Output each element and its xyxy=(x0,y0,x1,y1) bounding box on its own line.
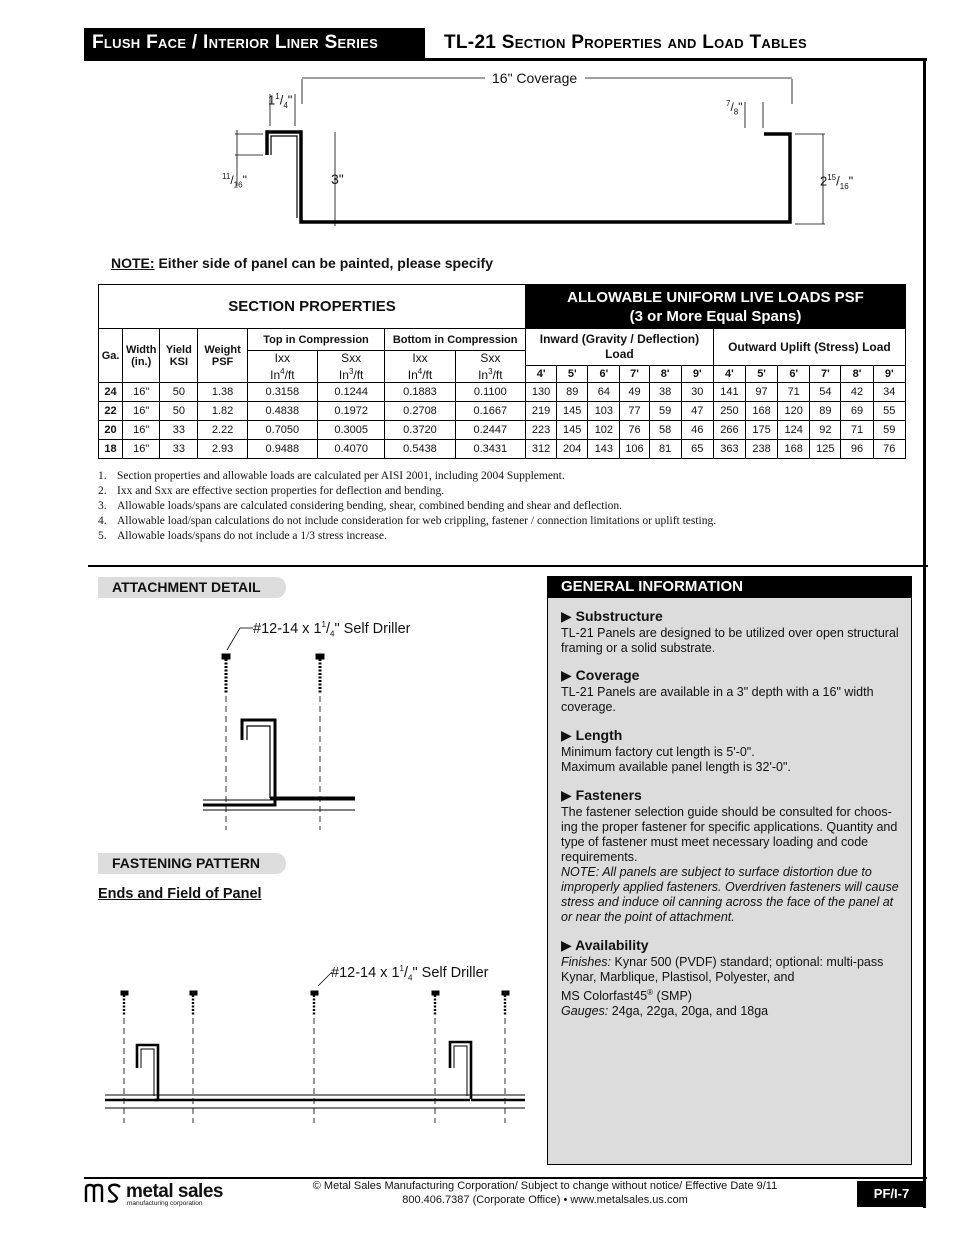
outward-span-header: 6' xyxy=(778,366,810,383)
right-height-label: $2^{15}/_{16}$" xyxy=(820,173,854,191)
outward-load-cell: 124 xyxy=(778,421,810,440)
weight-cell: 2.93 xyxy=(198,440,247,459)
inward-load-cell: 49 xyxy=(620,383,649,402)
driller-pre: #12-14 x 1 xyxy=(253,620,322,637)
yield-cell: 33 xyxy=(160,421,198,440)
ms-logo-icon xyxy=(84,1182,124,1204)
driller-num: 1 xyxy=(321,620,326,629)
col-bottom-compression: Bottom in Compression xyxy=(385,329,526,351)
left-flange-num: 11 xyxy=(222,172,231,181)
top-ixx-cell: 0.9488 xyxy=(247,440,317,459)
panel-profile-drawing xyxy=(215,64,865,244)
inward-load-cell: 46 xyxy=(681,421,713,440)
header-rule xyxy=(84,58,927,61)
outward-load-cell: 59 xyxy=(873,421,905,440)
top-sxx-unit: In$^3$/ft xyxy=(338,367,364,382)
attachment-driller-label: #12-14 x $1^1/_4$" Self Driller xyxy=(253,620,411,639)
bottom-ixx-cell: 0.1883 xyxy=(385,383,455,402)
outward-load-cell: 71 xyxy=(778,383,810,402)
bottom-ixx-cell: 0.3720 xyxy=(385,421,455,440)
footnote-text: Allowable load/span calculations do not include consideration for web crippling, fastener / connection limitations or uplift testing. xyxy=(117,515,717,527)
fast-driller-den: 4 xyxy=(408,973,413,983)
top-ixx-cell: 0.4838 xyxy=(247,402,317,421)
general-info-title: GENERAL INFORMATION xyxy=(547,576,912,598)
outward-load-cell: 55 xyxy=(873,402,905,421)
fastening-subtitle: Ends and Field of Panel xyxy=(98,886,262,902)
bottom-ixx-header xyxy=(385,351,455,383)
triangle-bullet-icon: ▶ xyxy=(561,608,576,624)
inward-span-header: 4' xyxy=(526,366,557,383)
bottom-sxx-unit: In$^3$/ft xyxy=(478,367,503,382)
triangle-bullet-icon: ▶ xyxy=(561,937,576,953)
inward-load-cell: 89 xyxy=(557,383,588,402)
bottom-ixx-cell: 0.5438 xyxy=(385,440,455,459)
yield-cell: 33 xyxy=(160,440,198,459)
gauge-cell: 22 xyxy=(99,402,123,421)
top-sxx-cell: 0.1972 xyxy=(318,402,385,421)
col-gauge: Ga. xyxy=(99,329,123,383)
gauges-label: Gauges: xyxy=(561,1004,609,1019)
yield-cell: 50 xyxy=(160,402,198,421)
bottom-sxx-cell: 0.2447 xyxy=(455,421,525,440)
outward-load-cell: 34 xyxy=(873,383,905,402)
width-cell: 16" xyxy=(123,383,160,402)
gi-finishes xyxy=(561,955,906,985)
col-width: Width (in.) xyxy=(123,329,160,383)
outward-load-cell: 168 xyxy=(778,440,810,459)
inward-load-cell: 204 xyxy=(557,440,588,459)
bottom-sxx-label: Sxx xyxy=(480,351,501,365)
right-frame-rule xyxy=(923,58,926,1208)
driller-post: " Self Driller xyxy=(334,620,411,637)
footnote-item xyxy=(98,514,716,529)
gauge-cell: 18 xyxy=(99,440,123,459)
footnote-item xyxy=(98,469,716,484)
outward-load-cell: 69 xyxy=(841,402,873,421)
outward-load-cell: 168 xyxy=(745,402,777,421)
inward-load-cell: 312 xyxy=(526,440,557,459)
fast-driller-post: " Self Driller xyxy=(412,964,489,981)
inward-load-cell: 145 xyxy=(557,421,588,440)
footnote-number: 1. xyxy=(98,470,107,482)
footnote-text: Allowable loads/spans do not include a 1/3 stress increase. xyxy=(117,530,387,542)
footnote-number: 3. xyxy=(98,500,107,512)
gi-coverage xyxy=(561,668,906,715)
top-ixx-cell: 0.7050 xyxy=(247,421,317,440)
outward-load-cell: 97 xyxy=(745,383,777,402)
top-sxx-cell: 0.3005 xyxy=(318,421,385,440)
gi-availability-heading: Availability xyxy=(575,937,649,953)
inward-load-cell: 64 xyxy=(588,383,620,402)
inward-load-cell: 102 xyxy=(588,421,620,440)
yield-cell: 50 xyxy=(160,383,198,402)
inward-load-cell: 145 xyxy=(557,402,588,421)
paint-note xyxy=(111,255,493,271)
top-sxx-cell: 0.1244 xyxy=(318,383,385,402)
allowable-loads-heading xyxy=(526,285,906,329)
right-height-whole: 2 xyxy=(820,173,828,189)
col-yield: Yield KSI xyxy=(160,329,198,383)
table-row xyxy=(99,421,906,440)
section-divider xyxy=(88,565,928,567)
gi-length xyxy=(561,728,906,775)
weight-cell: 1.82 xyxy=(198,402,247,421)
logo-subtext: manufacturing corporation xyxy=(127,1200,203,1207)
inward-load-cell: 76 xyxy=(620,421,649,440)
outward-load-cell: 125 xyxy=(810,440,841,459)
right-lip-label: $^7/_8$" xyxy=(726,99,743,117)
col-top-compression: Top in Compression xyxy=(247,329,385,351)
fastening-pattern-title: FASTENING PATTERN xyxy=(98,853,286,874)
left-lip-den: 4 xyxy=(283,100,288,110)
inward-load-cell: 81 xyxy=(649,440,681,459)
triangle-bullet-icon: ▶ xyxy=(561,667,576,683)
section-properties-table xyxy=(98,284,906,459)
depth-label: 3" xyxy=(331,171,344,187)
bottom-ixx-unit: In$^4$/ft xyxy=(407,367,433,382)
inward-load-cell: 77 xyxy=(620,402,649,421)
outward-span-header: 5' xyxy=(745,366,777,383)
registered-mark: ® xyxy=(647,988,654,997)
weight-cell: 2.22 xyxy=(198,421,247,440)
footnote-number: 2. xyxy=(98,485,107,497)
left-flange-den: 16 xyxy=(233,180,243,190)
screw-left xyxy=(222,654,230,694)
gi-colorfast xyxy=(561,985,906,1004)
outward-load-cell: 96 xyxy=(841,440,873,459)
finishes-label: Finishes: xyxy=(561,955,612,969)
outward-load-cell: 42 xyxy=(841,383,873,402)
top-sxx-cell: 0.4070 xyxy=(318,440,385,459)
width-cell: 16" xyxy=(123,402,160,421)
screw-right xyxy=(316,654,324,694)
left-lip-label: $1^1/_4$" xyxy=(268,92,293,110)
outward-load-cell: 250 xyxy=(713,402,745,421)
table-row xyxy=(99,383,906,402)
outward-load-cell: 54 xyxy=(810,383,841,402)
fastening-pattern-drawing xyxy=(100,968,530,1128)
bottom-sxx-cell: 0.1667 xyxy=(455,402,525,421)
outward-load-cell: 89 xyxy=(810,402,841,421)
table-body xyxy=(99,383,906,459)
outward-load-cell: 76 xyxy=(873,440,905,459)
table-row xyxy=(99,402,906,421)
attachment-detail-drawing xyxy=(195,620,365,835)
fast-driller-pre: #12-14 x 1 xyxy=(331,964,400,981)
inward-load-cell: 103 xyxy=(588,402,620,421)
footnote-text: Section properties and allowable loads are calculated per AISI 2001, including 2004 Supplement. xyxy=(117,470,565,482)
top-sxx-header xyxy=(318,351,385,383)
outward-load-cell: 71 xyxy=(841,421,873,440)
inward-load-cell: 30 xyxy=(681,383,713,402)
series-title: Flush Face / Interior Liner Series xyxy=(92,32,379,53)
gi-substructure-heading: Substructure xyxy=(575,608,663,624)
outward-load-cell: 141 xyxy=(713,383,745,402)
col-outward-load: Outward Uplift (Stress) Load xyxy=(713,329,905,366)
gauges-text: 24ga, 22ga, 20ga, and 18ga xyxy=(608,1004,769,1019)
footer-copyright xyxy=(290,1179,800,1207)
gauge-cell: 24 xyxy=(99,383,123,402)
inward-load-cell: 130 xyxy=(526,383,557,402)
bottom-ixx-cell: 0.2708 xyxy=(385,402,455,421)
fastening-driller-label: #12-14 x $1^1/_4$" Self Driller xyxy=(331,964,489,983)
footnote-number: 4. xyxy=(98,515,107,527)
inward-load-cell: 143 xyxy=(588,440,620,459)
inward-load-cell: 219 xyxy=(526,402,557,421)
note-label: NOTE: xyxy=(111,255,155,271)
right-lip-den: 8 xyxy=(733,107,739,117)
footnote-text: Allowable loads/spans are calculated considering bending, shear, combined bending and shear and deflection. xyxy=(117,500,623,512)
footnote-item xyxy=(98,499,716,514)
width-cell: 16" xyxy=(123,421,160,440)
gi-coverage-heading: Coverage xyxy=(575,667,640,683)
inward-span-header: 6' xyxy=(588,366,620,383)
weight-cell: 1.38 xyxy=(198,383,247,402)
table-row xyxy=(99,440,906,459)
gi-fasteners xyxy=(561,788,906,925)
col-weight: Weight PSF xyxy=(198,329,247,383)
logo-text: metal sales xyxy=(126,1181,223,1202)
page-title: TL-21 Section Properties and Load Tables xyxy=(444,32,807,53)
attachment-detail-title: ATTACHMENT DETAIL xyxy=(98,577,286,598)
bottom-sxx-cell: 0.1100 xyxy=(455,383,525,402)
note-text: Either side of panel can be painted, please specify xyxy=(154,255,494,271)
gi-availability xyxy=(561,938,906,1019)
outward-span-header: 8' xyxy=(841,366,873,383)
footnote-text: Ixx and Sxx are effective section properties for deflection and bending. xyxy=(117,485,445,497)
allowable-heading-line2: (3 or More Equal Spans) xyxy=(629,307,802,325)
inward-load-cell: 106 xyxy=(620,440,649,459)
outward-span-header: 7' xyxy=(810,366,841,383)
inward-load-cell: 65 xyxy=(681,440,713,459)
footnote-item xyxy=(98,529,716,544)
page-code: PF/I-7 xyxy=(857,1181,926,1207)
left-lip-num: 1 xyxy=(275,92,280,101)
section-properties-heading: SECTION PROPERTIES xyxy=(99,285,526,329)
footnotes-list xyxy=(98,469,716,544)
col-inward-load: Inward (Gravity / Deflection) Load xyxy=(526,329,714,366)
top-ixx-label: Ixx xyxy=(274,351,291,365)
gi-fasteners-note: NOTE: All panels are subject to surface distortion due to improperly applied fasteners. Overdriven fasteners will cause stress and induce oil canning across the face of the panel at or near the point of attachment. xyxy=(561,865,899,924)
allowable-heading-line1: ALLOWABLE UNIFORM LIVE LOADS PSF xyxy=(567,288,864,306)
finishes-text: Kynar 500 (PVDF) standard; optional: multi-pass Kynar, Marblique, Plastisol, Polyester, and xyxy=(561,955,884,984)
gi-substructure xyxy=(561,609,906,656)
inward-span-header: 9' xyxy=(681,366,713,383)
footnote-number: 5. xyxy=(98,530,107,542)
colorfast-text: MS Colorfast45 xyxy=(561,989,648,1004)
footnote-item xyxy=(98,484,716,499)
outward-load-cell: 238 xyxy=(745,440,777,459)
bottom-sxx-header xyxy=(455,351,525,383)
outward-load-cell: 363 xyxy=(713,440,745,459)
bottom-sxx-cell: 0.3431 xyxy=(455,440,525,459)
inward-span-header: 5' xyxy=(557,366,588,383)
outward-span-header: 4' xyxy=(713,366,745,383)
coverage-label: 16" Coverage xyxy=(492,70,578,86)
outward-load-cell: 266 xyxy=(713,421,745,440)
gi-length-text-2: Maximum available panel length is 32'-0". xyxy=(561,760,791,774)
series-title-banner xyxy=(84,28,425,58)
gi-length-heading: Length xyxy=(575,727,623,743)
top-ixx-unit: In$^4$/ft xyxy=(270,367,295,382)
gauge-cell: 20 xyxy=(99,421,123,440)
triangle-bullet-icon: ▶ xyxy=(561,727,576,743)
gi-fasteners-heading: Fasteners xyxy=(575,787,642,803)
contact-line: 800.406.7387 (Corporate Office) • www.metalsales.us.com xyxy=(402,1194,688,1206)
inward-load-cell: 47 xyxy=(681,402,713,421)
right-height-num: 15 xyxy=(827,173,837,182)
left-flange-label: $^{11}/_{16}$" xyxy=(222,172,247,190)
top-ixx-cell: 0.3158 xyxy=(247,383,317,402)
inward-load-cell: 223 xyxy=(526,421,557,440)
fast-driller-num: 1 xyxy=(399,964,404,973)
right-lip-num: 7 xyxy=(726,99,731,108)
gi-coverage-text: TL-21 Panels are available in a 3" depth with a 16" width coverage. xyxy=(561,685,874,714)
top-ixx-header xyxy=(247,351,317,383)
inward-load-cell: 38 xyxy=(649,383,681,402)
right-height-den: 16 xyxy=(839,181,849,191)
copyright-line: © Metal Sales Manufacturing Corporation/ Subject to change without notice/ Effective Date 9/11 xyxy=(312,1180,778,1192)
top-sxx-label: Sxx xyxy=(341,351,362,365)
inward-span-header: 7' xyxy=(620,366,649,383)
driller-den: 4 xyxy=(330,629,335,639)
width-cell: 16" xyxy=(123,440,160,459)
gi-substructure-text: TL-21 Panels are designed to be utilized over open structural framing or a solid substrate. xyxy=(561,626,899,655)
page-title-area xyxy=(444,28,807,58)
outward-load-cell: 92 xyxy=(810,421,841,440)
left-lip-whole: 1 xyxy=(268,92,276,108)
inward-load-cell: 59 xyxy=(649,402,681,421)
bottom-ixx-label: Ixx xyxy=(412,351,428,365)
inward-span-header: 8' xyxy=(649,366,681,383)
outward-load-cell: 175 xyxy=(745,421,777,440)
gi-length-text-1: Minimum factory cut length is 5'-0". xyxy=(561,745,755,759)
gi-gauges xyxy=(561,1004,906,1019)
smp-text: (SMP) xyxy=(653,989,692,1004)
outward-span-header: 9' xyxy=(873,366,905,383)
gi-fasteners-text: The fastener selection guide should be consulted for choos-ing the proper fastener for specific applications. Quantity and type of fastener must meet necessary loading and code requirements. xyxy=(561,805,898,864)
inward-load-cell: 58 xyxy=(649,421,681,440)
outward-load-cell: 120 xyxy=(778,402,810,421)
triangle-bullet-icon: ▶ xyxy=(561,787,576,803)
